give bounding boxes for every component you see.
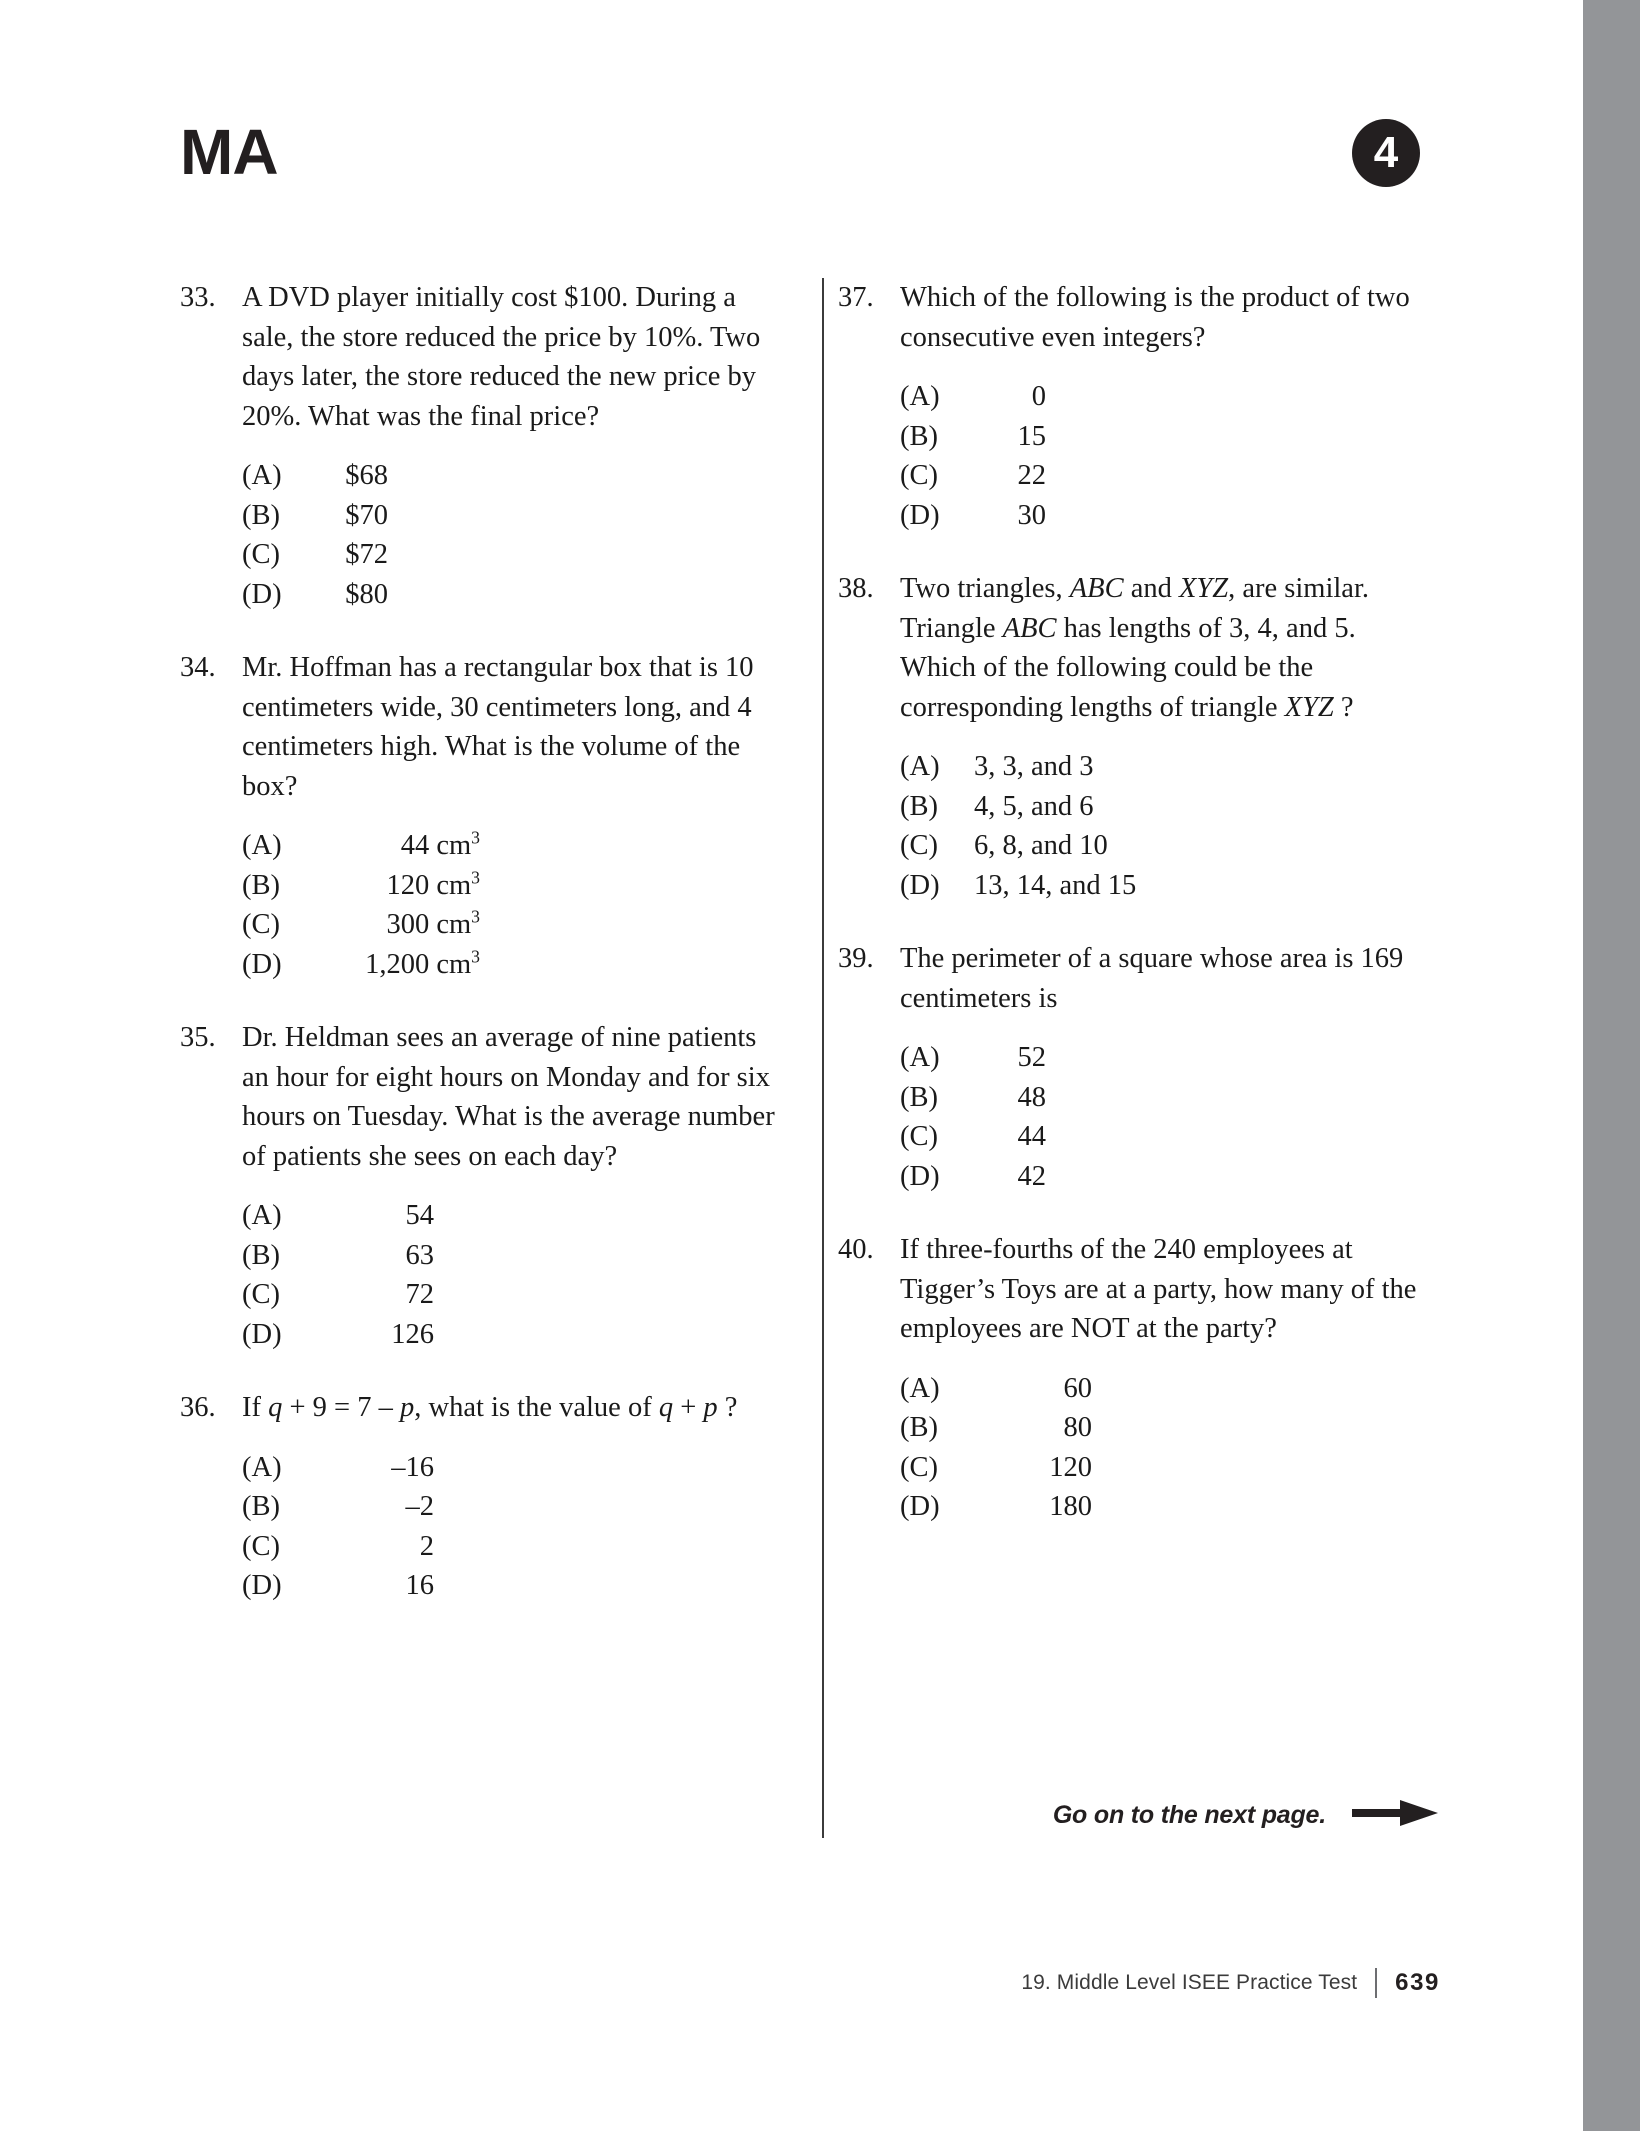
choice-value: 44 cm [400, 830, 472, 861]
choice-list [180, 826, 780, 984]
choice-text: 48 [1017, 1081, 1046, 1113]
choice-text: 13, 14, and 15 [974, 869, 1137, 901]
choice-option[interactable] [242, 866, 780, 906]
question-number: 35. [180, 1022, 216, 1053]
choice-text: 60 [1063, 1372, 1092, 1404]
choice-list [838, 747, 1438, 905]
question-head [180, 648, 780, 806]
question-head [838, 278, 1438, 357]
choice-exponent: 3 [471, 867, 480, 887]
choice-text: 4, 5, and 6 [974, 790, 1094, 822]
footer-chapter-label: 19. Middle Level ISEE Practice Test [1021, 1971, 1358, 1994]
question-stem: Which of the following is the product of two consecutive even integers? [900, 282, 1410, 353]
column-divider [822, 278, 824, 1838]
choice-letter: (B) [900, 1081, 938, 1113]
choice-list [838, 377, 1438, 535]
choice-letter: (A) [242, 830, 282, 861]
choice-text [316, 866, 480, 906]
choice-option[interactable] [242, 905, 780, 945]
choice-text: $80 [345, 578, 388, 610]
choice-option[interactable] [242, 945, 780, 985]
choice-letter: (C) [900, 460, 938, 491]
choice-letter: (A) [900, 1372, 940, 1404]
question-number: 39. [838, 943, 874, 974]
choice-value: 120 cm [386, 869, 472, 901]
question-stem: Mr. Hoffman has a rectangular box that is 10 centimeters wide, 30 centimeters long, and 4 centimeters high. What is the volume of the box? [242, 652, 754, 802]
choice-text: 0 [1031, 381, 1046, 412]
choice-option[interactable] [242, 535, 780, 575]
choice-text: 2 [419, 1530, 434, 1562]
page-footer [838, 1968, 1440, 1998]
choice-text: 63 [405, 1239, 434, 1271]
choice-letter: (B) [242, 499, 280, 531]
choice-option[interactable] [900, 377, 1438, 417]
choice-option[interactable] [900, 1157, 1438, 1197]
choice-letter: (B) [242, 1491, 280, 1522]
choice-letter: (C) [242, 1530, 280, 1562]
choice-text: 80 [1063, 1412, 1092, 1443]
question-number: 33. [180, 282, 216, 313]
question-block [838, 278, 1438, 535]
choice-option[interactable] [900, 787, 1438, 827]
choice-letter: (D) [900, 1491, 940, 1522]
choice-list [180, 1196, 780, 1354]
choice-letter: (D) [900, 869, 940, 901]
choice-text: $68 [345, 460, 388, 491]
choice-letter: (C) [242, 539, 280, 570]
choice-text [316, 905, 480, 945]
choice-letter: (B) [900, 1412, 938, 1443]
choice-letter: (D) [242, 948, 282, 980]
left-question-column [180, 278, 780, 1640]
choice-text: $70 [345, 499, 388, 531]
choice-text: 180 [1049, 1491, 1092, 1522]
choice-list [838, 1369, 1438, 1527]
choice-letter: (B) [242, 1239, 280, 1271]
go-on-notice [838, 1798, 1438, 1833]
choice-option[interactable] [242, 1487, 780, 1527]
choice-exponent: 3 [471, 946, 480, 966]
choice-text: 3, 3, and 3 [974, 751, 1094, 782]
choice-list [180, 1448, 780, 1606]
question-number: 36. [180, 1392, 216, 1423]
choice-letter: (A) [900, 1042, 940, 1073]
choice-text: 42 [1017, 1160, 1046, 1192]
footer-divider [1375, 1968, 1377, 1998]
question-stem: Two triangles, ABC and XYZ, are similar. Triangle ABC has lengths of 3, 4, and 5. Which of the following could be the corresponding lengths of triangle XYZ ? [900, 573, 1369, 723]
question-head [838, 569, 1438, 727]
go-on-label: Go on to the next page. [1052, 1801, 1326, 1829]
choice-letter: (C) [242, 909, 280, 940]
choice-option[interactable] [900, 1448, 1438, 1488]
question-head [180, 1018, 780, 1176]
choice-exponent: 3 [471, 906, 480, 927]
choice-option[interactable] [242, 826, 780, 866]
question-number: 38. [838, 573, 874, 604]
choice-option[interactable] [242, 1196, 780, 1236]
choice-option[interactable] [900, 417, 1438, 457]
choice-text: –16 [391, 1451, 434, 1483]
right-edge-bar [1583, 0, 1640, 2131]
question-stem: Dr. Heldman sees an average of nine patients an hour for eight hours on Monday and for six hours on Tuesday. What is the average number of patients she sees on each day? [242, 1022, 775, 1172]
choice-text [316, 826, 480, 866]
question-head [838, 939, 1438, 1018]
choice-option[interactable] [242, 1315, 780, 1355]
choice-letter: (A) [900, 381, 940, 412]
question-stem: The perimeter of a square whose area is 169 centimeters is [900, 943, 1404, 1014]
choice-option[interactable] [242, 575, 780, 615]
page-number: 639 [1395, 1969, 1440, 1996]
choice-letter: (C) [900, 830, 938, 861]
choice-text: $72 [345, 539, 388, 570]
choice-letter: (D) [242, 1570, 282, 1601]
choice-letter: (D) [900, 1160, 940, 1192]
choice-value: 1,200 cm [365, 948, 472, 980]
choice-letter: (B) [242, 869, 280, 901]
question-stem: A DVD player initially cost $100. During a sale, the store reduced the price by 10%. Two days later, the store reduced the new price by 20%. What was the final price? [242, 282, 761, 432]
choice-option[interactable] [900, 496, 1438, 536]
question-number: 37. [838, 282, 874, 313]
choice-option[interactable] [900, 456, 1438, 496]
choice-letter: (D) [242, 1318, 282, 1350]
choice-option[interactable] [242, 1566, 780, 1606]
choice-option[interactable] [242, 496, 780, 536]
question-block [838, 939, 1438, 1196]
choice-letter: (D) [900, 499, 940, 531]
arrow-right-icon [1352, 1798, 1438, 1833]
choice-text: 120 [1049, 1451, 1092, 1483]
choice-text: –2 [405, 1491, 434, 1522]
question-head [180, 1388, 780, 1428]
choice-letter: (A) [242, 1451, 282, 1483]
question-stem: If q + 9 = 7 – p, what is the value of q + p ? [242, 1392, 738, 1423]
choice-option[interactable] [900, 866, 1438, 906]
choice-text [316, 945, 480, 985]
choice-option[interactable] [900, 747, 1438, 787]
choice-letter: (A) [900, 751, 940, 782]
choice-text: 52 [1017, 1042, 1046, 1073]
page-header [180, 118, 1420, 198]
choice-letter: (C) [242, 1279, 280, 1310]
choice-list [180, 456, 780, 614]
question-number: 34. [180, 652, 216, 683]
choice-text: 54 [405, 1200, 434, 1231]
choice-option[interactable] [900, 1038, 1438, 1078]
choice-list [838, 1038, 1438, 1196]
question-block [180, 648, 780, 984]
choice-option[interactable] [900, 1078, 1438, 1118]
question-block [838, 1230, 1438, 1527]
choice-option[interactable] [242, 1275, 780, 1315]
choice-text: 72 [405, 1279, 434, 1310]
choice-option[interactable] [900, 826, 1438, 866]
choice-letter: (A) [242, 1200, 282, 1231]
choice-letter: (D) [242, 578, 282, 610]
question-head [838, 1230, 1438, 1349]
section-code: MA [180, 116, 278, 188]
question-block [180, 278, 780, 614]
choice-letter: (C) [900, 1121, 938, 1152]
choice-letter: (B) [900, 420, 938, 452]
question-block [180, 1388, 780, 1606]
question-block [838, 569, 1438, 905]
question-number: 40. [838, 1234, 874, 1265]
choice-option[interactable] [900, 1117, 1438, 1157]
choice-value: 300 cm [386, 909, 472, 940]
choice-text: 126 [391, 1318, 434, 1350]
question-block [180, 1018, 780, 1354]
choice-letter: (A) [242, 460, 282, 491]
choice-text: 15 [1017, 420, 1046, 452]
right-question-column [838, 278, 1438, 1561]
question-head [180, 278, 780, 436]
choice-text: 30 [1017, 499, 1046, 531]
choice-text: 6, 8, and 10 [974, 830, 1108, 861]
choice-exponent: 3 [471, 827, 480, 848]
choice-letter: (C) [900, 1451, 938, 1483]
choice-text: 44 [1017, 1121, 1046, 1152]
choice-letter: (B) [900, 790, 938, 822]
choice-option[interactable] [242, 1236, 780, 1276]
choice-option[interactable] [900, 1408, 1438, 1448]
choice-option[interactable] [242, 1527, 780, 1567]
choice-option[interactable] [900, 1369, 1438, 1409]
choice-text: 16 [405, 1570, 434, 1601]
choice-option[interactable] [242, 1448, 780, 1488]
question-stem: If three-fourths of the 240 employees at Tigger’s Toys are at a party, how many of the employees are NOT at the party? [900, 1234, 1417, 1344]
choice-text: 22 [1017, 460, 1046, 491]
choice-option[interactable] [242, 456, 780, 496]
section-number-badge: 4 [1352, 119, 1420, 187]
choice-option[interactable] [900, 1487, 1438, 1527]
